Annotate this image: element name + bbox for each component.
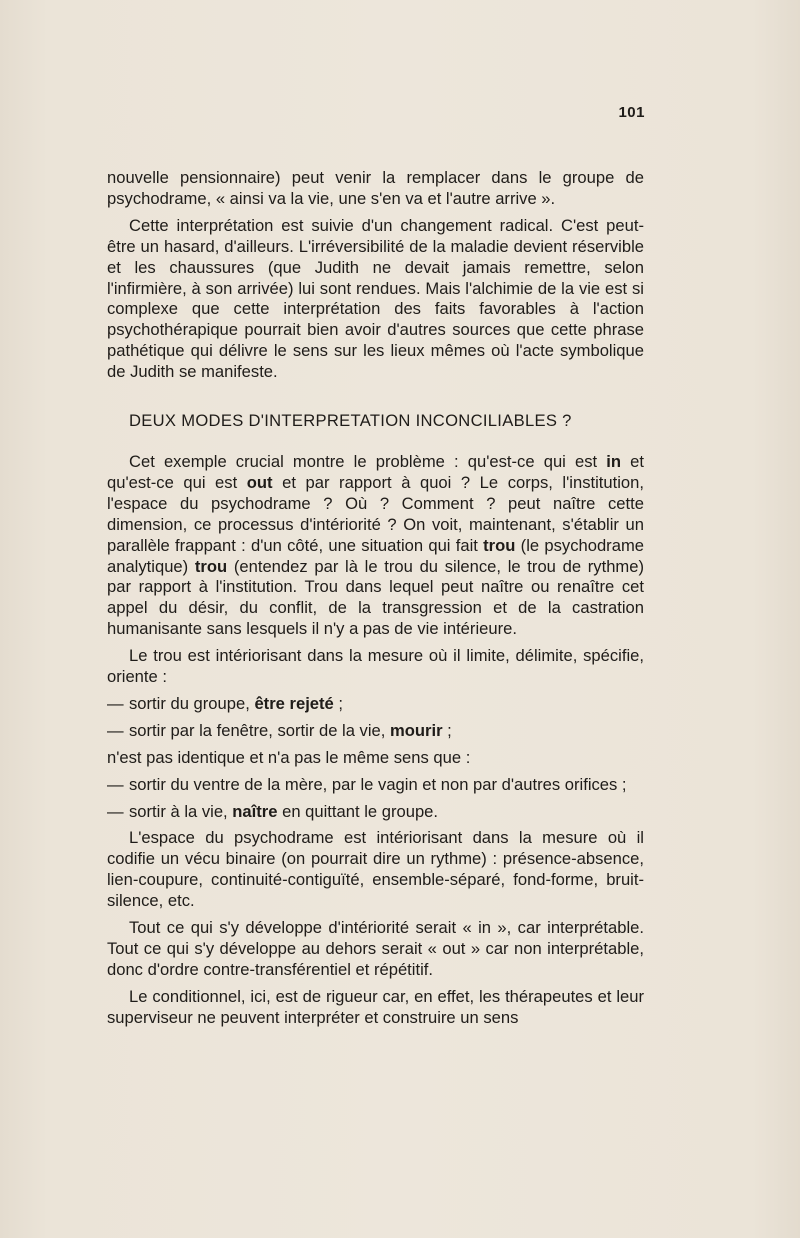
- section-heading: DEUX MODES D'INTERPRETATION INCONCILIABLES ?: [129, 411, 572, 431]
- list-item-3: [107, 775, 644, 796]
- list1-item2-bold: mourir: [390, 720, 443, 740]
- p3-text-2: et qu'est-ce qui est: [107, 451, 644, 492]
- p3-text-4: (le psychodrame analytique): [107, 535, 644, 576]
- list1-item2-end: ;: [442, 720, 452, 740]
- list2-item2-end: en quittant le groupe.: [277, 801, 439, 821]
- paragraph-6: L'espace du psychodrame est intériorisant dans la mesure où il codifie un vécu binaire (on pourrait dire un rythme) : présence-absence, lien-coupure, continuité-contiguïté, ensemble-séparé, fond-forme, bruit-silence, etc.: [107, 828, 644, 911]
- paragraph-2: Cette interprétation est suivie d'un changement radical. C'est peut-être un hasard, d'ailleurs. L'irréversibilité de la maladie devient réservible et les chaussures (que Judith ne devait jamais remettre, selon l'infirmière, à son arrivée) lui sont rendues. Mais l'alchimie de la vie est si complexe que cette interprétation des faits favorables à l'action psychothérapique pourrait bien avoir d'autres sources que cette phrase pathétique qui délivre le sens sur les lieux mêmes où l'acte symbolique de Judith se manifeste.: [107, 215, 644, 382]
- paragraph-4: Le trou est intériorisant dans la mesure où il limite, délimite, spécifie, oriente :: [107, 646, 644, 687]
- list1-item1-text: sortir du groupe,: [129, 693, 255, 713]
- list-item-4: [107, 802, 644, 823]
- page-number: 101: [618, 104, 645, 121]
- p3-bold-trou-1: trou: [483, 535, 516, 555]
- dash-marker: —: [107, 774, 124, 794]
- paragraph-5: n'est pas identique et n'a pas le même sens que :: [107, 747, 471, 767]
- body-text: [107, 168, 644, 1035]
- p3-text-1: Cet exemple crucial montre le problème : qu'est-ce qui est: [129, 451, 607, 471]
- paragraph-1: nouvelle pensionnaire) peut venir la remplacer dans le groupe de psychodrame, « ainsi va la vie, une s'en va et l'autre arrive ».: [107, 168, 644, 208]
- list1-item2-text: sortir par la fenêtre, sortir de la vie,: [129, 720, 390, 740]
- paragraph-8: Le conditionnel, ici, est de rigueur car, en effet, les thérapeutes et leur superviseur ne peuvent interpréter et construire un sens: [107, 986, 644, 1027]
- p3-bold-trou-2: trou: [194, 556, 228, 576]
- list1-item1-end: ;: [333, 693, 344, 713]
- dash-marker: —: [107, 720, 124, 740]
- list2-item2-text: sortir à la vie,: [129, 801, 233, 821]
- dash-marker: —: [107, 801, 124, 821]
- list2-item1-text: sortir du ventre de la mère, par le vagin et non par d'autres orifices ;: [129, 774, 627, 794]
- paragraph-7: Tout ce qui s'y développe d'intériorité serait « in », car interprétable. Tout ce qui s'y développe au dehors serait « out » car non interprétable, donc d'ordre contre-transférentiel et répétitif.: [107, 918, 644, 979]
- list-item-1: [107, 694, 644, 715]
- p3-text-5: (entendez par là le trou du silence, le trou de rythme) par rapport à l'institution. Trou dans lequel peut naître ou renaître cet appel du désir, du conflit, de la transgression et de la castration humanisante sans lesquels il n'y a pas de vie intérieure.: [107, 556, 644, 639]
- list2-item2-bold: naître: [232, 801, 278, 821]
- p3-text-3: et par rapport à quoi ? Le corps, l'institution, l'espace du psychodrame ? Où ? Comment ? peut naître cette dimension, ce processus d'intériorité ? On voit, maintenant, s'établir un parallèle frappant : d'un côté, une situation qui fait: [107, 472, 644, 555]
- paragraph-3: [107, 452, 644, 640]
- dash-marker: —: [107, 693, 124, 713]
- list1-item1-bold: être rejeté: [254, 693, 334, 713]
- list-item-2: [107, 721, 644, 742]
- p3-bold-out: out: [246, 472, 273, 492]
- p3-bold-in: in: [606, 451, 622, 471]
